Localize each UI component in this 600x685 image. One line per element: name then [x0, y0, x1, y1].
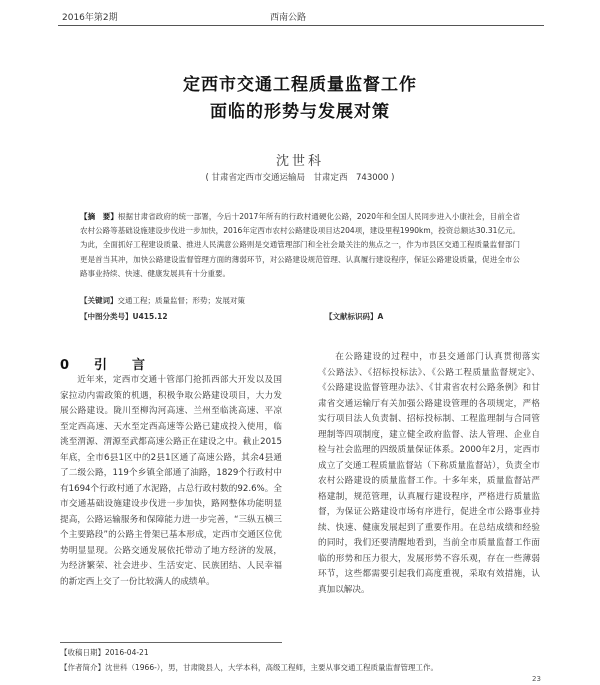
- author-bio-label: 【作者简介】: [60, 663, 105, 672]
- classification-number: [80, 311, 168, 322]
- keywords: [80, 295, 520, 306]
- body-right-column: 在公路建设的过程中，市县交通部门认真贯彻落实《公路法》、《招标投标法》、《公路工程质量监督规定》、《公路建设监督管理办法》、《甘肃省农村公路条例》和甘肃省交通运输厅有关加强公路建设管理的各项规定，严格实行项目法人负责制、招标投标制、工程监理制与合同管理制等四项制度，建立健全政府监督、法人管理、企业自检与社会监理的四级质量保证体系。2000年2月，定西市成立了交通工程质量监督站（下称质量监督站），负责全市农村公路建设的质量监督工作。十多年来，质量监督站严格建制，规范管理，认真履行建设程序，严格进行质量监督，为保证公路建设市场有序进行，促进全市公路事业持续、快速、健康发展起到了重要作用。在总结成绩和经验的同时，我们还要清醒地看到，当前全市质量监督工作面临的形势和压力很大，发展形势不容乐观，存在一些薄弱环节，这些都需要引起我们高度重视，采取有效措施，认真加以解决。: [318, 352, 540, 595]
- keywords-text: 交通工程；质量监督；形势；发展对策: [117, 296, 245, 305]
- abstract-label: 【摘 要】: [80, 212, 118, 221]
- classification-value: U415.12: [132, 312, 168, 321]
- author-bio: [60, 662, 550, 673]
- classification-label: 【中图分类号】: [80, 312, 133, 321]
- abstract: [80, 210, 520, 281]
- document-code: [325, 311, 383, 322]
- received-value: 2016-04-21: [105, 648, 149, 657]
- page-number: 23: [532, 675, 541, 683]
- body-left-column: 近年来，定西市交通十管部门抢抓西部大开发以及国家拉动内需政策的机遇，积极争取公路建设项目，大力发展公路建设。陇川至柳沟河高速、兰州至临洮高速、平凉至定西高速、天水至定西高速等公路已建成投入使用，临洮至渭源、渭源至武都高速公路正在建设之中。截止2015年底，全市6县1区中的2县1区通了高速公路，其余4县通了二级公路，119个乡镇全部通了油路，1829个行政村中有1694个行政村通了水泥路，占总行政村数的92.6%。全市交通基础设施建设步伐进一步加快，路网整体功能明显提高，公路运输服务和保障能力进一步完善，“三纵五横三个主要路段”的公路主骨架已基本形成，定西市交通区位优势明显显现。公路交通发展依托带动了地方经济的发展，为经济繁荣、社会进步、生活安定、民族团结、人民幸福的新定西上交了一份比较满人的成绩单。: [60, 375, 282, 587]
- doc-code-label: 【文献标识码】: [325, 312, 378, 321]
- doc-code-value: A: [377, 312, 384, 321]
- journal-name: 西南公路: [270, 13, 307, 23]
- received-date: [60, 647, 149, 658]
- abstract-text: 根据甘肃省政府的统一部署，今后十2017年所有的行政村通硬化公路，2020年和全国人民同步进入小康社会，目前全省农村公路等基础设施建设步伐进一步加快，2016年定西市农村公路建设项目达204项，建设里程1990km，投资总额达30.31亿元。为此，全面抓好工程建设质量、推进人民满意公路则是交通管理部门和全社会最关注的焦点之一，作为市县区交通工程质量监督部门更是首当其冲，加快公路建设监督管理方面的薄弱环节，对公路建设规范管理、认真履行建设程序，保证公路建设质量，促进全市公路事业持续、快速、健康发展具有十分重要。: [80, 212, 521, 278]
- journal-issue: 2016年第2期: [62, 13, 118, 23]
- section-heading: 0 引 言: [60, 358, 152, 373]
- footnote-divider: [60, 642, 282, 643]
- article-title-line2: 面临的形势与发展对策: [210, 102, 390, 122]
- article-title-line1: 定西市交通工程质量监督工作: [183, 75, 417, 95]
- author-affiliation: ( 甘肃省定西市交通运输局 甘肃定西 743000 ): [205, 173, 395, 183]
- keywords-label: 【关键词】: [80, 296, 118, 305]
- author-name: 沈世科: [275, 154, 324, 169]
- author-bio-text: 沈世科（1966-），男，甘肃陇县人，大学本科，高级工程师，主要从事交通工程质量监督管理工作。: [105, 663, 439, 672]
- header-divider: [58, 25, 544, 26]
- received-label: 【收稿日期】: [60, 648, 105, 657]
